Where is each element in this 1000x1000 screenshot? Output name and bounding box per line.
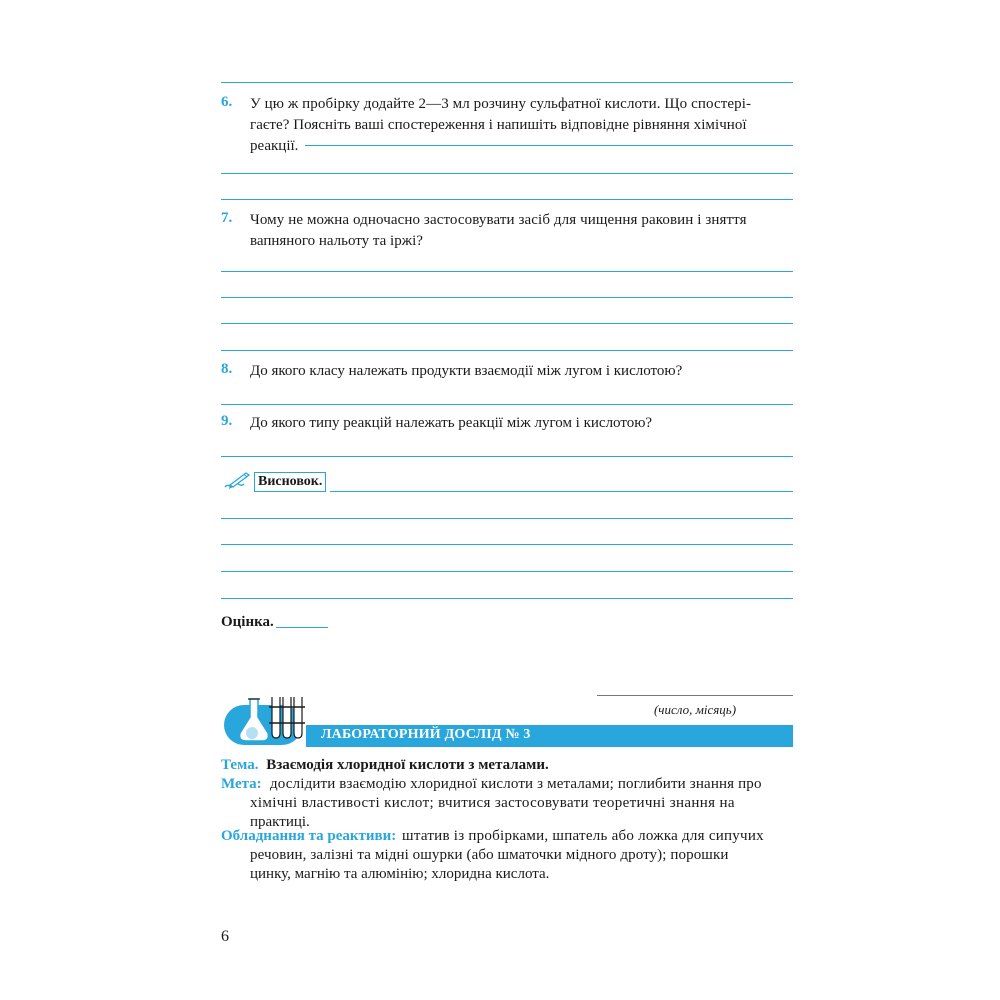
equipment-label: Обладнання та реактиви: (221, 828, 397, 844)
answer-line[interactable] (221, 544, 793, 545)
question-number: 8. (221, 361, 233, 377)
equipment-text (250, 846, 728, 884)
question-number: 7. (221, 210, 233, 226)
question-text-line: реакції. (250, 138, 299, 154)
question-text (250, 94, 793, 157)
lab-banner (306, 725, 793, 747)
question-text: До якого типу реакцій належать реакції між лугом і кислотою? (250, 415, 653, 431)
lab-banner-title: ЛАБОРАТОРНИЙ ДОСЛІД № 3 (321, 727, 531, 742)
page-number: 6 (221, 928, 229, 945)
answer-line[interactable] (305, 145, 793, 146)
question-text-line: вапняного нальоту та іржі? (250, 233, 423, 249)
equipment-text-line: речовин, залізні та мідні ошурки (або шматочки мідного дроту); порошки (250, 847, 729, 863)
topic-text: Взаємодія хлоридної кислоти з металами. (266, 757, 549, 773)
goal-label: Мета: (221, 776, 262, 792)
goal-text-line: дослідити взаємодію хлоридної кислоти з металами; поглибити знання про (270, 776, 762, 792)
equipment-text-line: цинку, магнію та алюмінію; хлоридна кислота. (250, 866, 550, 882)
answer-line[interactable] (221, 199, 793, 200)
question-number: 6. (221, 94, 233, 110)
answer-line[interactable] (221, 518, 793, 519)
answer-line[interactable] (330, 491, 793, 492)
question-number: 9. (221, 413, 233, 429)
answer-line[interactable] (221, 173, 793, 174)
goal-text-line: практиці. (250, 814, 310, 830)
answer-line[interactable] (221, 297, 793, 298)
goal-text-line: хімічні властивості кислот; вчитися застосовувати теоретичні знання на (250, 795, 735, 811)
topic-row (221, 756, 549, 775)
grade-label: Оцінка. (221, 614, 274, 630)
answer-line[interactable] (221, 404, 793, 405)
answer-line[interactable] (221, 323, 793, 324)
date-caption: (число, місяць) (653, 702, 737, 717)
answer-line[interactable] (221, 350, 793, 351)
topic-label: Тема. (221, 757, 259, 773)
question-text (250, 210, 793, 252)
pen-writing-icon (222, 470, 254, 492)
equipment-text-line: штатив із пробірками, шпатель або ложка для сипучих (402, 828, 764, 844)
answer-line[interactable] (221, 82, 793, 83)
equipment-row (221, 827, 764, 846)
answer-line[interactable] (221, 598, 793, 599)
answer-line[interactable] (221, 456, 793, 457)
question-text-line: У цю ж пробірку додайте 2—3 мл розчину сульфатної кислоти. Що спостері- (250, 96, 752, 112)
question-text-line: Чому не можна одночасно застосовувати засіб для чищення раковин і зняття (250, 212, 747, 228)
answer-line[interactable] (221, 271, 793, 272)
lab-glassware-icon (222, 693, 310, 749)
question-text: До якого класу належать продукти взаємодії між лугом і кислотою? (250, 363, 683, 379)
conclusion-label: Висновок. (254, 472, 326, 492)
date-field[interactable] (597, 695, 793, 696)
answer-line[interactable] (221, 571, 793, 572)
grade-field[interactable] (276, 627, 328, 628)
question-text-line: гаєте? Поясніть ваші спостереження і напишіть відповідне рівняння хімічної (250, 117, 747, 133)
goal-text (270, 775, 762, 794)
